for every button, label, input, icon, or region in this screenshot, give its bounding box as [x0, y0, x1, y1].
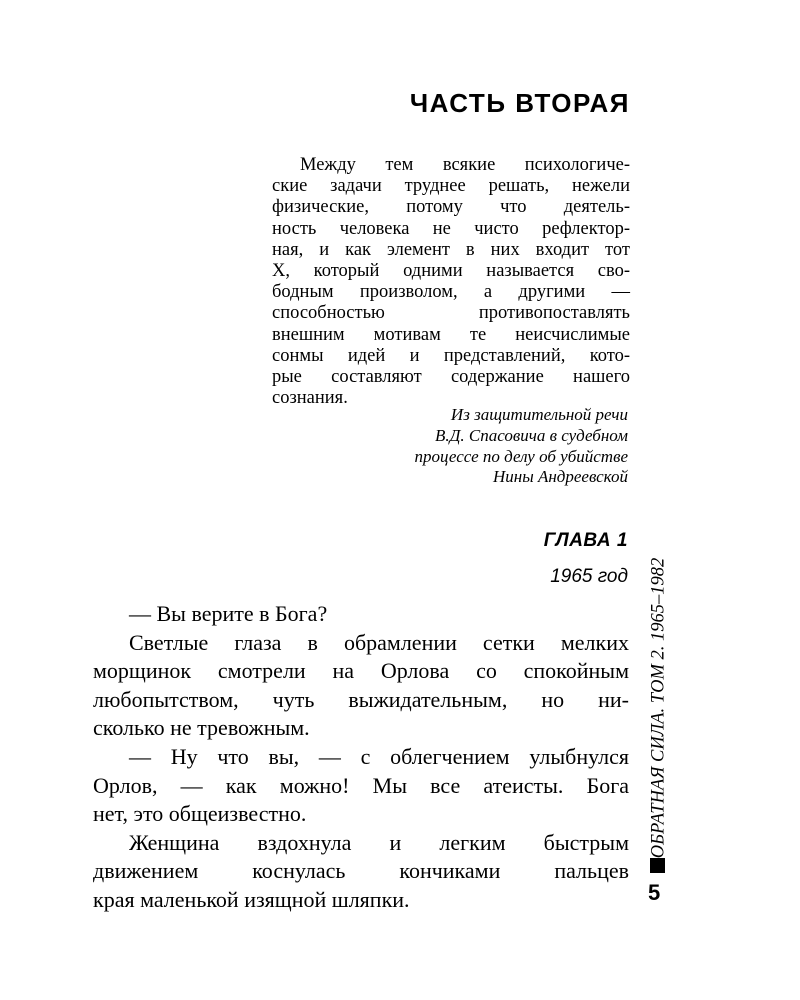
epigraph	[272, 155, 630, 409]
body-line: Женщина вздохнула и легким быстрым	[129, 829, 629, 855]
epigraph-line: ная, и как элемент в них входит тот	[272, 239, 630, 260]
epigraph-line: ность человека не чисто рефлектор-	[272, 218, 630, 239]
epigraph-line: рые составляют содержание нашего	[272, 367, 630, 388]
epigraph-line: внешним мотивам те неисчислимые	[272, 324, 630, 345]
body-text	[93, 600, 629, 915]
body-line: — Ну что вы, — с облегчением улыбнулся	[129, 743, 629, 769]
attribution-line: процессе по делу об убийстве	[414, 446, 628, 466]
body-line: нет, это общеизвестно.	[93, 801, 307, 827]
body-line: морщинок смотрели на Орлова со спокойным	[93, 658, 629, 684]
body-line: любопытством, чуть выжидательным, но ни-	[93, 686, 629, 712]
epigraph-line: X, который одними называется сво-	[272, 261, 630, 282]
square-marker-icon	[650, 858, 665, 873]
epigraph-line: ские задачи труднее решать, нежели	[272, 176, 630, 197]
attribution-line: Нины Андреевской	[493, 467, 628, 487]
page-number: 5	[648, 880, 661, 905]
running-title: ОБРАТНАЯ СИЛА. ТОМ 2. 1965–1982	[648, 557, 669, 859]
running-title-strip	[642, 557, 676, 882]
epigraph-line: сонмы идей и представлений, кото-	[272, 345, 630, 366]
epigraph-attribution	[328, 405, 628, 488]
chapter-title: ГЛАВА 1	[543, 530, 628, 551]
body-line: Орлов, — как можно! Мы все атеисты. Бога	[93, 772, 629, 798]
body-line: — Вы верите в Бога?	[129, 601, 328, 626]
chapter-year: 1965 год	[550, 566, 628, 587]
attribution-line: В.Д. Спасовича в судебном	[434, 425, 628, 445]
part-title: ЧАСТЬ ВТОРАЯ	[409, 88, 630, 118]
body-line: сколько не тревожным.	[93, 715, 310, 741]
epigraph-line: способностью противопоставлять	[272, 303, 630, 324]
body-line: Светлые глаза в обрамлении сетки мелких	[129, 629, 629, 655]
body-line: края маленькой изящной шляпки.	[93, 886, 410, 912]
attribution-line: Из защитительной речи	[450, 405, 628, 424]
epigraph-line: физические, потому что деятель-	[272, 197, 630, 218]
epigraph-line: бодным произволом, а другими —	[272, 282, 630, 303]
body-line: движением коснулась кончиками пальцев	[93, 858, 629, 884]
epigraph-line: Между тем всякие психологиче-	[300, 155, 630, 175]
epigraph-line: сознания.	[272, 388, 348, 409]
